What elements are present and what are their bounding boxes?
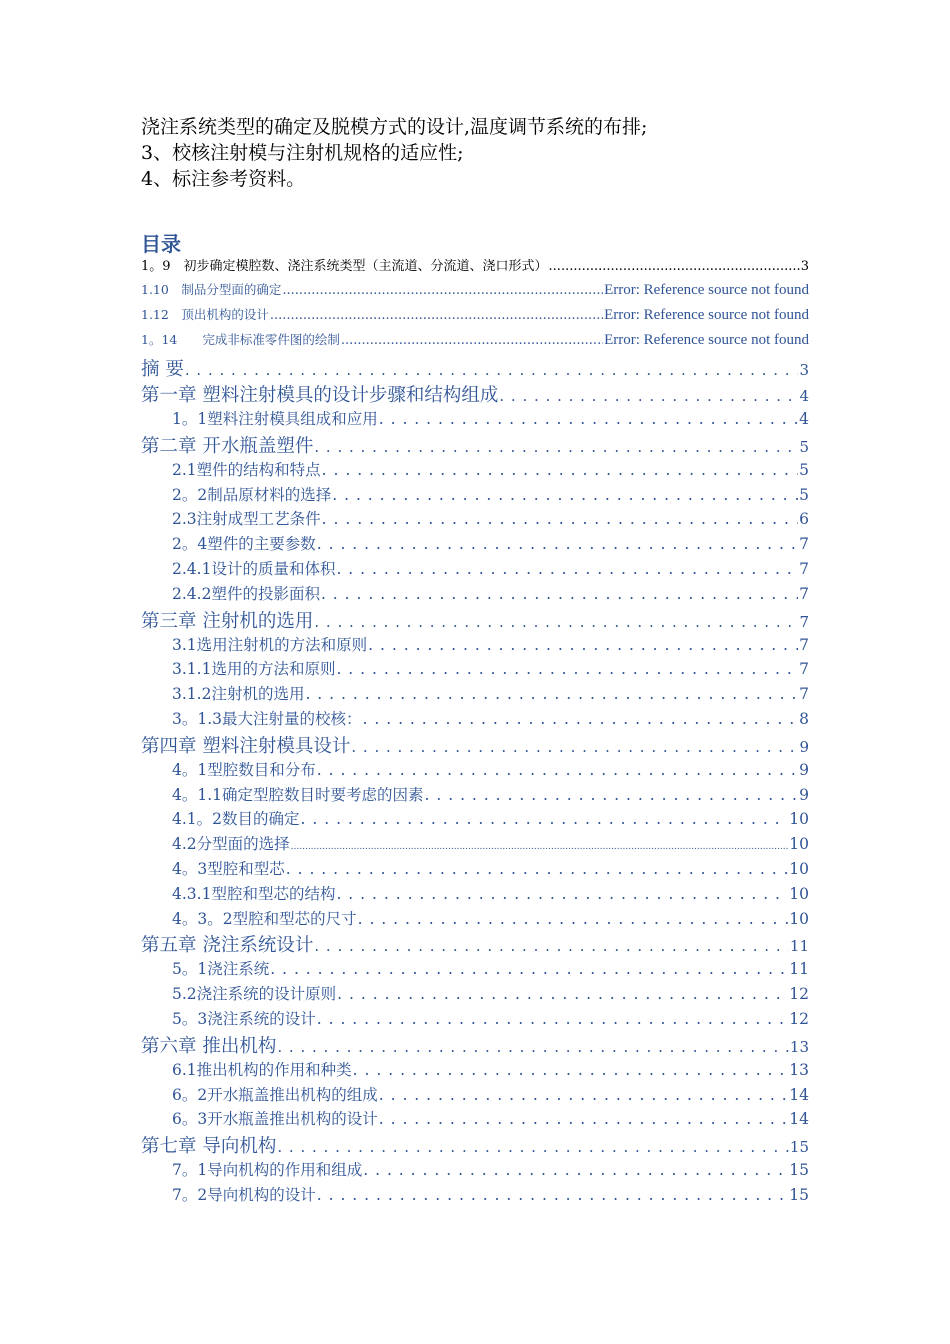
toc-entry-page: 10	[789, 884, 809, 903]
toc-entry-page: 5	[799, 460, 809, 479]
toc-entry-page: 11	[789, 937, 809, 956]
toc-leader-dots	[314, 438, 798, 456]
toc-entry-text: 1.12 顶出机构的设计	[141, 307, 269, 322]
toc-entry-text: 2.4.1设计的质量和体积	[172, 559, 336, 578]
toc-leader-dots	[363, 710, 799, 728]
toc-entry-text: 摘 要	[141, 359, 184, 380]
toc-chapter[interactable]	[141, 931, 809, 957]
toc-section[interactable]	[141, 1107, 809, 1132]
toc-entry-text: 3.1.2注射机的选用	[172, 685, 305, 704]
toc-chapter[interactable]	[141, 381, 809, 407]
toc-leader-dots	[317, 761, 798, 779]
toc-entry-text: 7。2导向机构的设计	[172, 1185, 316, 1204]
toc-entry-text: 3.1选用注射机的方法和原则	[172, 635, 368, 654]
toc-leader-dots	[286, 860, 789, 878]
toc-entry-page: 5	[799, 437, 809, 456]
toc-entry-text: 4.3.1型腔和型芯的结构	[172, 884, 336, 903]
toc-leader-dots	[317, 1010, 789, 1028]
toc-entry-page: 12	[789, 985, 809, 1004]
toc-entry-page: 14	[789, 1085, 809, 1104]
toc-chapter[interactable]	[141, 1132, 809, 1158]
toc-entry-text: 3。1.3最大注射量的校核：	[172, 709, 362, 728]
toc-section[interactable]	[141, 582, 809, 607]
toc-entry-text: 7。1导向机构的作用和组成	[172, 1161, 363, 1180]
toc-leader-dots	[314, 613, 798, 631]
toc-section[interactable]	[141, 407, 809, 432]
toc-leader-dots	[185, 361, 799, 379]
intro-paragraph	[141, 114, 821, 192]
toc-chapter[interactable]	[141, 1032, 809, 1058]
toc-section[interactable]	[141, 832, 809, 857]
toc-leader-dots	[282, 283, 603, 298]
toc-entry-text: 4.1。2数目的确定	[172, 810, 300, 829]
toc-entry-page: 9	[799, 785, 809, 804]
toc-entry-page: 15	[789, 1185, 809, 1204]
toc-leader-dots	[322, 461, 798, 479]
toc-chapter[interactable]	[141, 432, 809, 458]
toc-entry-text: 第三章 注射机的选用	[141, 610, 314, 632]
toc-entry-text: 第七章 导向机构	[141, 1136, 277, 1158]
toc-section[interactable]	[141, 483, 809, 508]
toc-leader-dots	[341, 333, 603, 348]
toc-entry-page: 15	[789, 1161, 809, 1180]
toc-leader-dots	[277, 1138, 789, 1156]
toc-section[interactable]	[141, 682, 809, 707]
toc-leader-dots	[317, 535, 798, 553]
toc-entry-text: 6。2开水瓶盖推出机构的组成	[172, 1085, 378, 1104]
toc-leader-dots	[499, 387, 798, 405]
toc-entry-text: 1.10 制品分型面的确定	[141, 282, 282, 297]
toc-entry-page: 7	[799, 660, 809, 679]
toc-entry-text: 2.1塑件的结构和特点	[172, 460, 321, 479]
toc-section[interactable]	[141, 532, 809, 557]
toc-section[interactable]	[141, 707, 809, 732]
toc-leader-dots	[317, 1186, 789, 1204]
toc-chapter[interactable]	[141, 732, 809, 758]
toc-entry-text: 第六章 推出机构	[141, 1035, 277, 1057]
toc-leader-dots	[305, 685, 798, 703]
toc-leader-dots	[368, 636, 798, 654]
toc-section[interactable]	[141, 633, 809, 658]
toc-section[interactable]	[141, 1183, 809, 1208]
toc-entry-page: 11	[789, 960, 809, 979]
toc-entry-page: 13	[789, 1060, 809, 1079]
toc-entry-text: 第一章 塑料注射模具的设计步骤和结构组成	[141, 385, 499, 406]
toc-entry-page: 7	[799, 685, 809, 704]
toc-leader-dots	[277, 1038, 789, 1056]
toc-section[interactable]	[141, 657, 809, 682]
toc-section[interactable]	[141, 1158, 809, 1183]
toc-section[interactable]	[141, 458, 809, 483]
toc-entry-page: Error: Reference source not found	[604, 332, 809, 348]
table-of-contents	[141, 255, 809, 1208]
toc-entry[interactable]	[141, 280, 809, 305]
toc-section[interactable]	[141, 1007, 809, 1032]
toc-section[interactable]	[141, 957, 809, 982]
toc-entry-page: 4	[799, 410, 809, 428]
toc-entry-page: 7	[799, 535, 809, 554]
toc-entry-text: 2。4塑件的主要参数	[172, 535, 316, 554]
toc-leader-dots	[363, 1161, 788, 1179]
toc-section[interactable]	[141, 1083, 809, 1108]
toc-leader-dots	[336, 560, 798, 578]
toc-section[interactable]	[141, 882, 809, 907]
toc-entry-text: 第四章 塑料注射模具设计	[141, 735, 351, 757]
toc-entry-page: 12	[789, 1009, 809, 1028]
toc-section[interactable]	[141, 507, 809, 532]
toc-entry-page: 6	[799, 510, 809, 529]
toc-entry-page: 9	[799, 760, 809, 779]
toc-entry-text: 5.2浇注系统的设计原则	[172, 985, 337, 1004]
toc-entry-page: Error: Reference source not found	[604, 282, 809, 298]
toc-section[interactable]	[141, 783, 809, 808]
toc-leader-dots	[379, 1110, 789, 1128]
toc-entry-text: 1。1塑料注射模具组成和应用	[172, 410, 378, 428]
toc-entry-text: 4。3。2型腔和型芯的尺寸	[172, 909, 357, 928]
toc-leader-dots	[291, 842, 789, 852]
toc-entry-text: 5。3浇注系统的设计	[172, 1009, 316, 1028]
toc-leader-dots	[351, 738, 798, 756]
toc-leader-dots	[301, 810, 789, 828]
toc-entry-page: 7	[799, 559, 809, 578]
toc-chapter[interactable]	[141, 607, 809, 633]
toc-entry-text: 4.2分型面的选择	[172, 835, 290, 854]
toc-leader-dots	[321, 585, 798, 603]
toc-entry-page: 3	[800, 259, 809, 274]
toc-entry-page: 15	[789, 1138, 809, 1157]
toc-entry-text: 6.1推出机构的作用和种类	[172, 1060, 352, 1079]
toc-section[interactable]	[141, 907, 809, 932]
toc-entry-text: 1。9 初步确定模腔数、浇注系统类型（主流道、分流道、浇口形式）	[141, 259, 548, 274]
toc-entry-text: 2。2制品原材料的选择	[172, 485, 332, 504]
toc-section[interactable]	[141, 758, 809, 783]
toc-entry-text: 4。1.1确定型腔数目时要考虑的因素	[172, 785, 424, 804]
toc-entry-text: 第五章 浇注系统设计	[141, 935, 314, 957]
toc-leader-dots	[270, 960, 788, 978]
toc-entry-page: 9	[799, 737, 809, 756]
toc-entry-text: 5。1浇注系统	[172, 960, 270, 979]
toc-entry-text: 4。3型腔和型芯	[172, 859, 285, 878]
toc-section[interactable]	[141, 857, 809, 882]
toc-leader-dots	[337, 985, 788, 1003]
toc-entry-page: 3	[799, 361, 809, 379]
intro-line: 4、标注参考资料。	[141, 168, 306, 190]
toc-leader-dots	[425, 786, 799, 804]
toc-entry-page: 7	[799, 635, 809, 654]
intro-line: 3、校核注射模与注射机规格的适应性;	[141, 142, 464, 164]
toc-entry-page: 8	[799, 709, 809, 728]
toc-leader-dots	[379, 410, 798, 428]
toc-section[interactable]	[141, 557, 809, 582]
toc-leader-dots	[314, 937, 789, 955]
toc-entry-page: 10	[789, 909, 809, 928]
toc-section[interactable]	[141, 1058, 809, 1083]
toc-leader-dots	[549, 259, 800, 274]
toc-entry-page: 10	[789, 859, 809, 878]
toc-entry-page: 7	[799, 612, 809, 631]
toc-entry-page: Error: Reference source not found	[604, 307, 809, 323]
toc-leader-dots	[379, 1086, 789, 1104]
toc-entry-page: 5	[799, 485, 809, 504]
toc-leader-dots	[332, 486, 798, 504]
toc-leader-dots	[336, 660, 798, 678]
toc-entry-page: 13	[789, 1037, 809, 1056]
toc-entry[interactable]	[141, 255, 809, 280]
toc-entry-text: 2.4.2塑件的投影面积	[172, 584, 320, 603]
toc-entry-page: 10	[789, 810, 809, 829]
toc-section[interactable]	[141, 982, 809, 1007]
toc-entry[interactable]	[141, 305, 809, 330]
intro-line: 浇注系统类型的确定及脱模方式的设计,温度调节系统的布排;	[141, 116, 648, 138]
toc-leader-dots	[358, 910, 789, 928]
toc-entry-text: 3.1.1选用的方法和原则	[172, 660, 336, 679]
toc-entry-text: 第二章 开水瓶盖塑件	[141, 435, 314, 457]
toc-entry-text: 6。3开水瓶盖推出机构的设计	[172, 1110, 378, 1129]
toc-title: 目录	[141, 232, 181, 256]
toc-chapter[interactable]	[141, 355, 809, 381]
toc-entry-text: 2.3注射成型工艺条件	[172, 510, 321, 529]
toc-entry-text: 4。1型腔数目和分布	[172, 760, 316, 779]
toc-leader-dots	[336, 885, 788, 903]
toc-section[interactable]	[141, 807, 809, 832]
toc-leader-dots	[270, 308, 603, 323]
toc-entry-page: 14	[789, 1110, 809, 1129]
toc-entry-page: 10	[789, 835, 809, 854]
toc-entry-page: 7	[799, 584, 809, 603]
toc-leader-dots	[353, 1061, 789, 1079]
toc-leader-dots	[322, 510, 798, 528]
toc-entry-page: 4	[799, 387, 809, 405]
toc-entry-text: 1。14 完成非标准零件图的绘制	[141, 332, 340, 347]
toc-entry[interactable]	[141, 330, 809, 355]
